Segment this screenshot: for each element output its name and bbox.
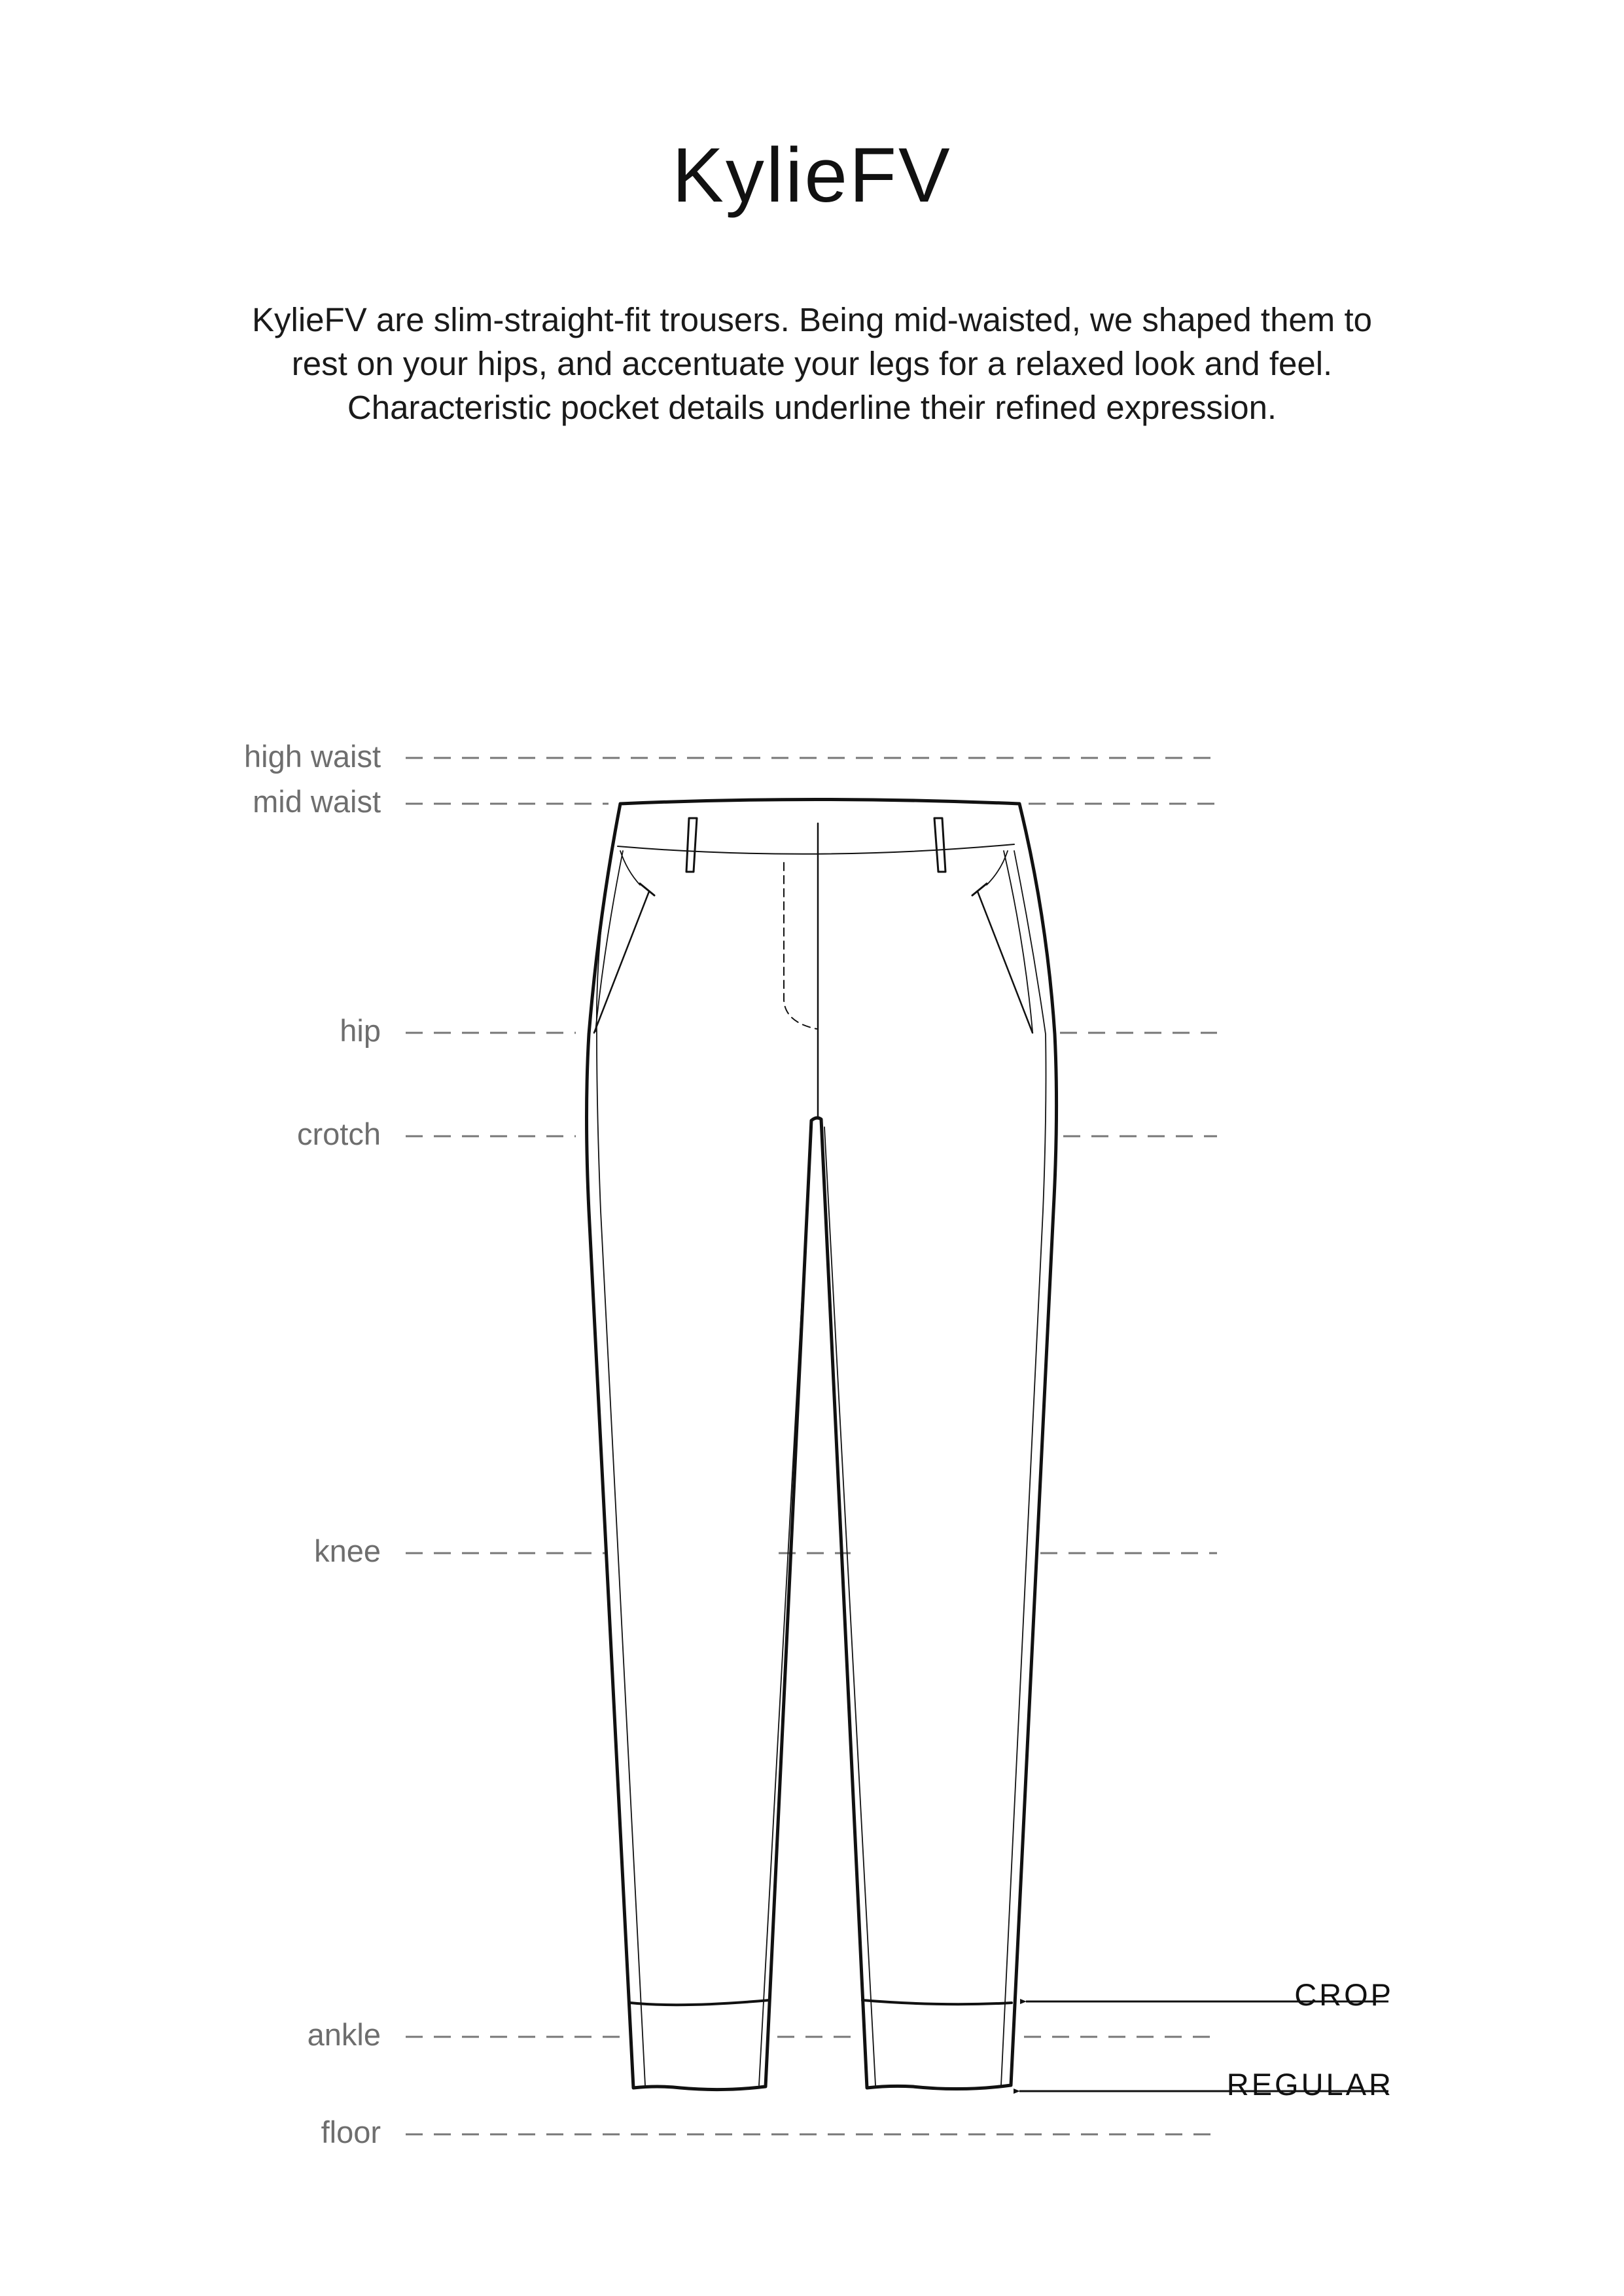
level-label-mid-waist: mid waist (253, 784, 381, 819)
level-label-hip: hip (340, 1013, 381, 1048)
page-title: KylieFV (672, 132, 952, 219)
trousers-drawing (587, 800, 1057, 2090)
level-label-ankle: ankle (307, 2017, 381, 2052)
level-label-high-waist: high waist (244, 739, 381, 774)
level-label-crotch: crotch (297, 1117, 381, 1151)
level-label-knee: knee (314, 1534, 381, 1568)
level-label-floor: floor (321, 2115, 381, 2149)
length-label-crop: CROP (1294, 1977, 1394, 2012)
length-label-regular: REGULAR (1226, 2067, 1394, 2102)
product-description: KylieFV are slim-straight-fit trousers. Being mid-waisted, we shaped them to rest on your hips, and accentuate your legs for a relaxed look and feel. Characteristic pocket details underline their refined expression. (252, 301, 1372, 426)
